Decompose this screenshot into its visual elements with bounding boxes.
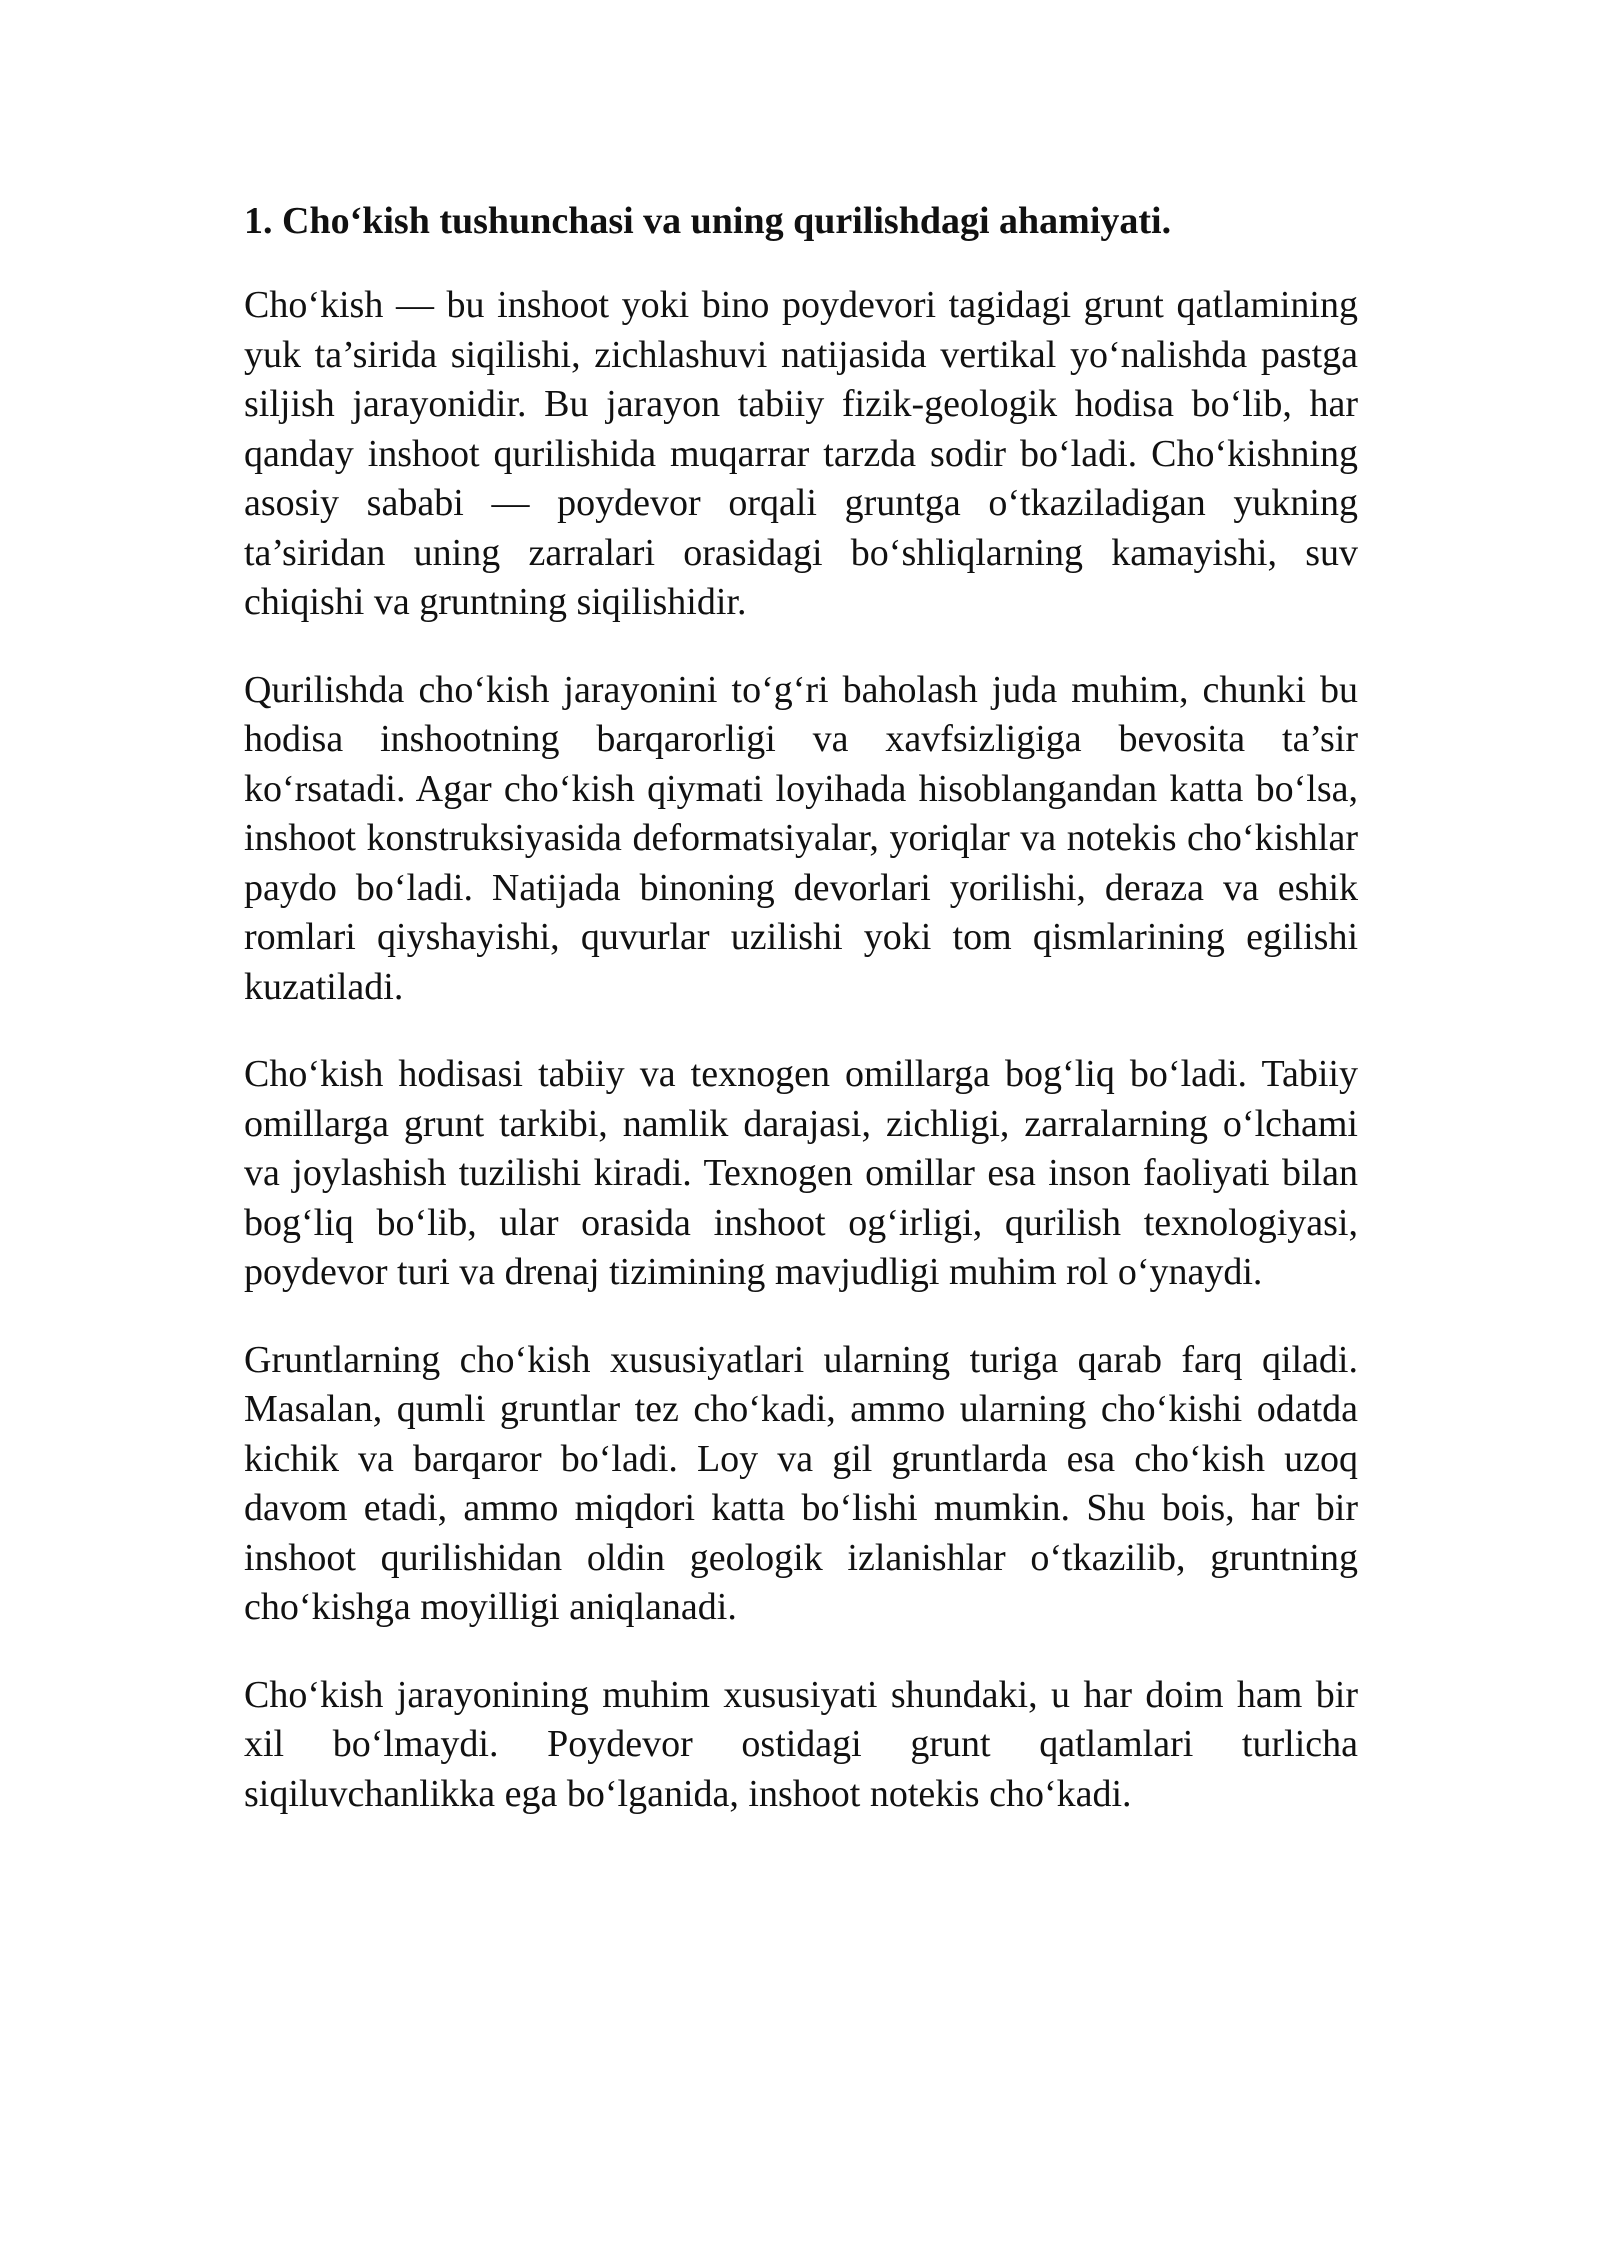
paragraph: Gruntlarning cho‘kish xususiyatlari ularning turiga qarab farq qiladi. Masalan, qumli gruntlar tez cho‘kadi, ammo ularning cho‘kishi odatda kichik va barqaror bo‘ladi. Loy va gil gruntlarda esa cho‘kish uzoq davom etadi, ammo miqdori katta bo‘lishi mumkin. Shu bois, har bir inshoot qurilishidan oldin geologik izlanishlar o‘tkazilib, gruntning cho‘kishga moyilligi aniqlanadi. — [244, 1338, 1358, 1628]
paragraph: Cho‘kish hodisasi tabiiy va texnogen omillarga bog‘liq bo‘ladi. Tabiiy omillarga grunt tarkibi, namlik darajasi, zichligi, zarralarning o‘lchami va joylashish tuzilishi kiradi. Texnogen omillar esa inson faoliyati bilan bog‘liq bo‘lib, ular orasida inshoot og‘irligi, qurilish texnologiyasi, poydevor turi va drenaj tizimining mavjudligi muhim rol o‘ynaydi. — [244, 1053, 1358, 1293]
document-body — [244, 196, 1358, 1857]
paragraph: Cho‘kish jarayonining muhim xususiyati shundaki, u har doim ham bir xil bo‘lmaydi. Poydevor ostidagi grunt qatlamlari turlicha siqiluvchanlikka ega bo‘lganida, inshoot notekis cho‘kadi. — [244, 1673, 1358, 1815]
paragraph: Qurilishda cho‘kish jarayonini to‘g‘ri baholash juda muhim, chunki bu hodisa inshootning barqarorligi va xavfsizligiga bevosita ta’sir ko‘rsatadi. Agar cho‘kish qiymati loyihada hisoblangandan katta bo‘lsa, inshoot konstruksiyasida deformatsiyalar, yoriqlar va notekis cho‘kishlar paydo bo‘ladi. Natijada binoning devorlari yorilishi, deraza va eshik romlari qiyshayishi, quvurlar uzilishi yoki tom qismlarining egilishi kuzatiladi. — [244, 668, 1358, 1008]
section-heading: 1. Cho‘kish tushunchasi va uning qurilishdagi ahamiyati. — [244, 200, 1172, 242]
paragraph: Cho‘kish — bu inshoot yoki bino poydevori tagidagi grunt qatlamining yuk ta’sirida siqilishi, zichlashuvi natijasida vertikal yo‘nalishda pastga siljish jarayonidir. Bu jarayon tabiiy fizik-geologik hodisa bo‘lib, har qanday inshoot qurilishida muqarrar tarzda sodir bo‘ladi. Cho‘kishning asosiy sababi — poydevor orqali gruntga o‘tkaziladigan yukning ta’siridan uning zarralari orasidagi bo‘shliqlarning kamayishi, suv chiqishi va gruntning siqilishidir. — [244, 284, 1358, 623]
